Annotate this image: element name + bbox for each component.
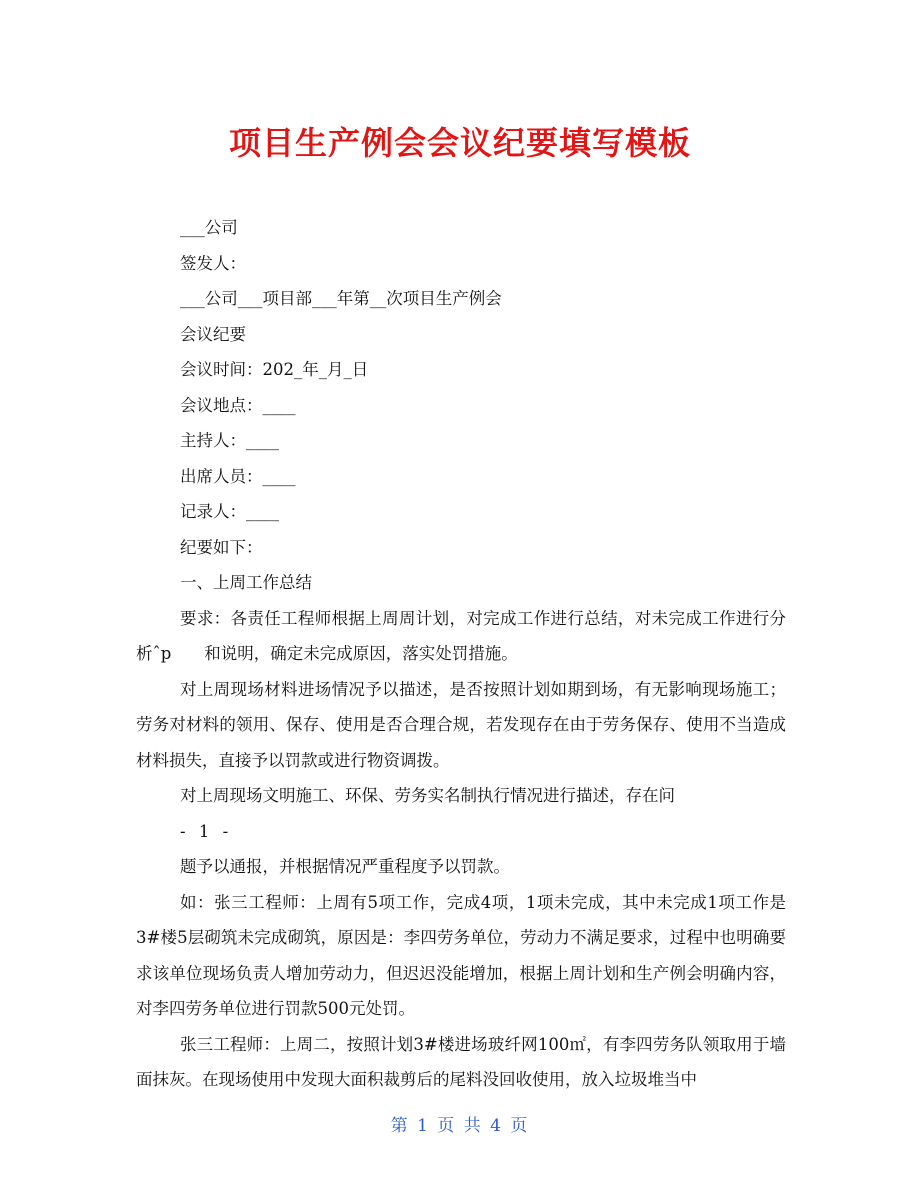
document-body: [136, 210, 786, 1098]
meeting-time-line: 会议时间：202_年_月_日: [180, 360, 369, 379]
host-line: 主持人：____: [180, 431, 279, 450]
meeting-location-line: 会议地点：____: [180, 395, 296, 415]
paragraph-requirements: 要求：各责任工程师根据上周周计划，对完成工作进行总结，对未完成工作进行分析ˆp 和说明，确定未完成原因，落实处罚措施。: [136, 608, 786, 663]
paragraph-materials: 对上周现场材料进场情况予以描述，是否按照计划如期到场，有无影响现场施工；劳务对材料的领用、保存、使用是否合理合规，若发现存在由于劳务保存、使用不当造成材料损失，直接予以罚款或进行物资调拨。: [136, 679, 786, 770]
attendees-line: 出席人员：____: [180, 466, 296, 486]
paragraph-example-1: 如：张三工程师：上周有5项工作，完成4项，1项未完成，其中未完成1项工作是3#楼5层砌筑未完成砌筑，原因是：李四劳务单位，劳动力不满足要求，过程中也明确要求该单位现场负责人增加劳动力，但迟迟没能增加，根据上周计划和生产例会明确内容，对李四劳务单位进行罚款500元处罚。: [136, 892, 786, 1018]
company-line: ___公司: [180, 218, 238, 237]
page-marker: - 1 -: [180, 821, 233, 841]
section-heading: 一、上周工作总结: [180, 573, 312, 592]
recorder-line: 记录人：____: [180, 502, 279, 521]
minutes-label: 会议纪要: [180, 324, 246, 344]
meeting-heading-line: ___公司___项目部___年第__次项目生产例会: [180, 289, 502, 308]
paragraph-example-2: 张三工程师：上周二，按照计划3#楼进场玻纤网100㎡，有李四劳务队领取用于墙面抹灰。在现场使用中发现大面积裁剪后的尾料没回收使用，放入垃圾堆当中: [136, 1034, 786, 1089]
minutes-intro-line: 纪要如下：: [180, 537, 263, 557]
paragraph-civilized-construction: 对上周现场文明施工、环保、劳务实名制执行情况进行描述，存在问: [180, 786, 675, 805]
paragraph-continuation: 题予以通报，并根据情况严重程度予以罚款。: [180, 857, 510, 876]
issuer-line: 签发人：: [180, 253, 246, 273]
page-footer: 第 1 页 共 4 页: [390, 1116, 530, 1136]
document-title: 项目生产例会会议纪要填写模板: [228, 124, 691, 162]
